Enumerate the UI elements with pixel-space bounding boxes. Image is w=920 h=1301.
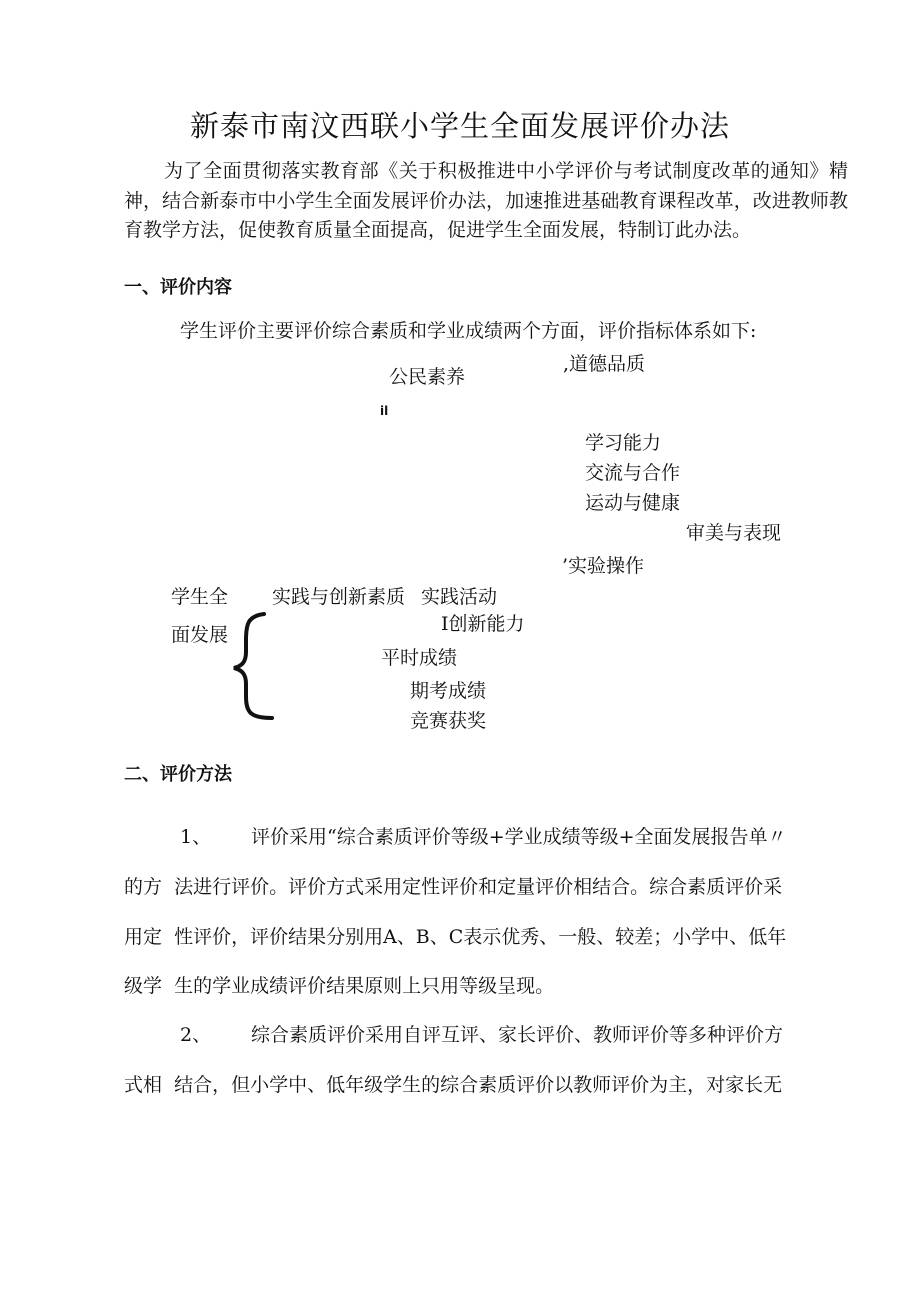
tree-node-exam: 期考成绩 (410, 680, 487, 702)
section-lead-text: 学生评价主要评价综合素质和学业成绩两个方面，评价指标体系如下: (180, 320, 757, 342)
para1-line1: 评价采用“综合素质评价等级+学业成绩等级+全面发展报告单〃 (251, 826, 787, 848)
tree-node-daily: 平时成绩 (381, 647, 458, 669)
tree-node-civic: 公民素养 (389, 366, 466, 388)
tree-node-competition: 竞赛获奖 (410, 710, 487, 732)
para2-number: 2、 (180, 1024, 212, 1046)
tree-root-line1: 学生全 (171, 586, 229, 608)
tree-node-experiment: ’实验操作 (562, 555, 645, 577)
tree-node-learning: 学习能力 (585, 432, 662, 454)
para1-number: 1、 (180, 826, 212, 848)
intro-paragraph: 为了全面贯彻落实教育部《关于积极推进中小学评价与考试制度改革的通知》精神，结合新泰市中小学生全面发展评价办法，加速推进基础教育课程改革，改进教师教育教学方法，促使教育质量全面提高，促进学生全面发展，特制订此办法。 (124, 160, 848, 241)
tree-node-communication: 交流与合作 (585, 462, 681, 484)
tree-node-practice-activity: 实践活动 (421, 586, 498, 608)
tree-node-moral: ,道德品质 (563, 353, 646, 375)
tree-node-sports: 运动与健康 (585, 492, 681, 514)
section-heading-method: 二、评价方法 (124, 764, 232, 785)
para1-line2: 的方 法进行评价。评价方式采用定性评价和定量评价相结合。综合素质评价采 (124, 876, 783, 898)
tree-node-innovation: I创新能力 (441, 613, 525, 635)
section-heading-content: 一、评价内容 (124, 277, 232, 298)
tree-stray-mark: il (380, 404, 389, 418)
tree-root-line2: 面发展 (171, 624, 229, 646)
page-title: 新泰市南汶西联小学生全面发展评价办法 (189, 109, 730, 143)
para2-line1: 综合素质评价采用自评互评、家长评价、教师评价等多种评价方 (251, 1024, 784, 1046)
curly-brace (226, 610, 276, 722)
para1-line3: 用定 性评价，评价结果分别用A、B、C表示优秀、一般、较差；小学中、低年 (124, 926, 787, 948)
para1-line4: 级学 生的学业成绩评价结果原则上只用等级呈现。 (124, 975, 555, 997)
tree-node-practice-quality: 实践与创新素质 (272, 586, 406, 608)
para2-line2: 式相 结合，但小学中、低年级学生的综合素质评价以教师评价为主，对家长无 (124, 1074, 783, 1096)
tree-node-aesthetic: 审美与表现 (686, 522, 782, 544)
